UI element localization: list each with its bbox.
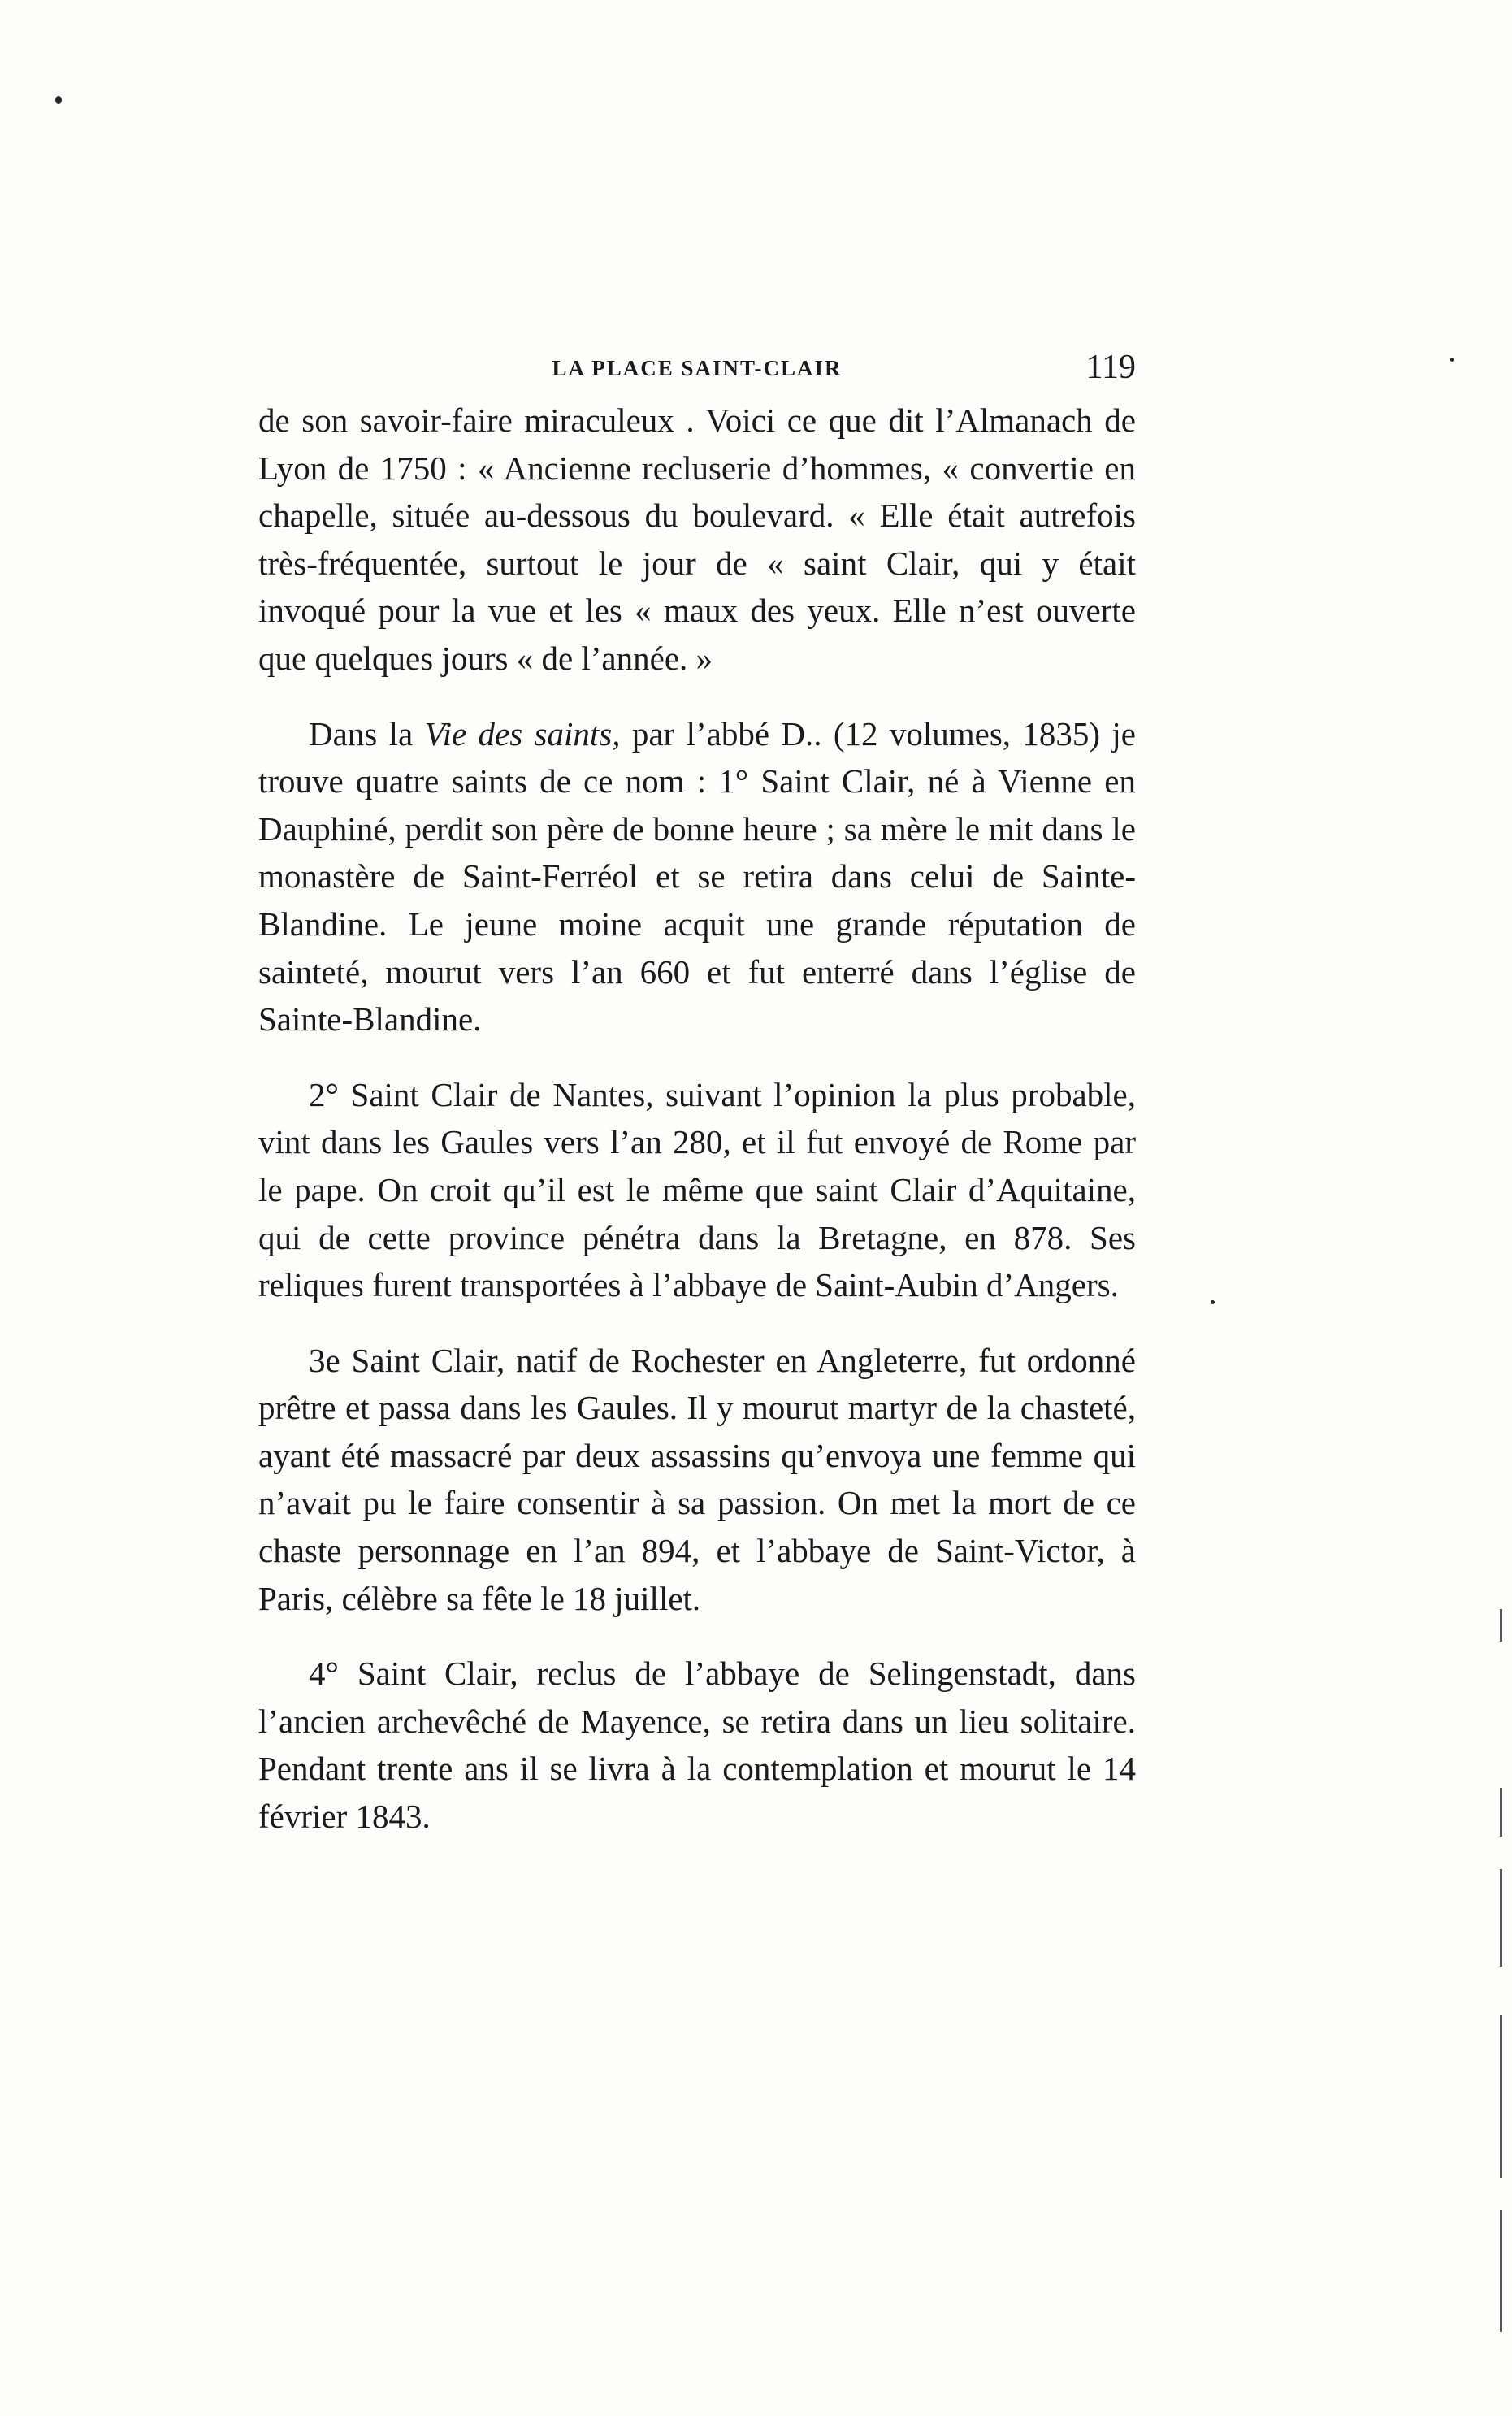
scan-edge-line — [1500, 1788, 1502, 1837]
body-text — [258, 397, 1136, 1841]
scan-speck — [55, 96, 62, 104]
paragraph-saint-clair-rochester: 3e Saint Clair, natif de Rochester en Angleterre, fut ordonné prêtre et passa dans les Gaules. Il y mourut martyr de la chasteté, ayant été massacré par deux assassins qu’envoya une femme qui n’avait pu le faire consentir à sa passion. On met la mort de ce chaste personnage en l’an 894, et l’abbaye de Saint-Victor, à Paris, célèbre sa fête le 18 juillet. — [258, 1341, 1136, 1617]
scan-edge-line — [1500, 2210, 1502, 2332]
scan-edge-line — [1500, 2015, 1502, 2178]
scan-edge-line — [1500, 1609, 1502, 1642]
running-title: LA PLACE SAINT-CLAIR — [552, 356, 843, 380]
paragraph-saint-clair-selingenstadt: 4° Saint Clair, reclus de l’abbaye de Selingenstadt, dans l’ancien archevêché de Mayence, se retira dans un lieu solitaire. Pendant trente ans il se livra à la contemplation et mourut le 14 février 1843. — [258, 1655, 1136, 1836]
page-header — [258, 348, 1136, 397]
book-title: Vie des saints, — [424, 714, 621, 753]
scan-speck — [1450, 358, 1454, 362]
paragraph-saint-clair-nantes: 2° Saint Clair de Nantes, suivant l’opinion la plus probable, vint dans les Gaules vers l’an 280, et il fut envoyé de Rome par le pape. On croit qu’il est le même que saint Clair d’Aquitaine, qui de cette province pénétra dans la Bretagne, en 878. Ses reliques furent transportées à l’abbaye de Saint-Aubin d’Angers. — [258, 1075, 1136, 1304]
page-number: 119 — [1085, 349, 1136, 386]
paragraph-almanach: de son savoir-faire miraculeux . Voici ce que dit l’Almanach de Lyon de 1750 : « Ancienne recluserie d’hommes, « convertie en chapelle, située au-dessous du boulevard. « Elle était autrefois très-fréquentée, surtout le jour de « saint Clair, qui y était invoqué pour la vue et les « maux des yeux. Elle n’est ouverte que quelques jours « de l’année. » — [258, 401, 1136, 677]
scan-edge-line — [1500, 1869, 1502, 1967]
scan-speck — [1211, 1300, 1215, 1304]
paragraph-vie-des-saints: Dans la Vie des saints, par l’abbé D.. (12 volumes, 1835) je trouve quatre saints de ce nom : 1° Saint Clair, né à Vienne en Dauphiné, perdit son père de bonne heure ; sa mère le mit dans le monastère de Saint-Ferréol et se retira dans celui de Sainte-Blandine. Le jeune moine acquit une grande réputation de sainteté, mourut vers l’an 660 et fut enterré dans l’église de Sainte-Blandine. — [258, 714, 1137, 1039]
